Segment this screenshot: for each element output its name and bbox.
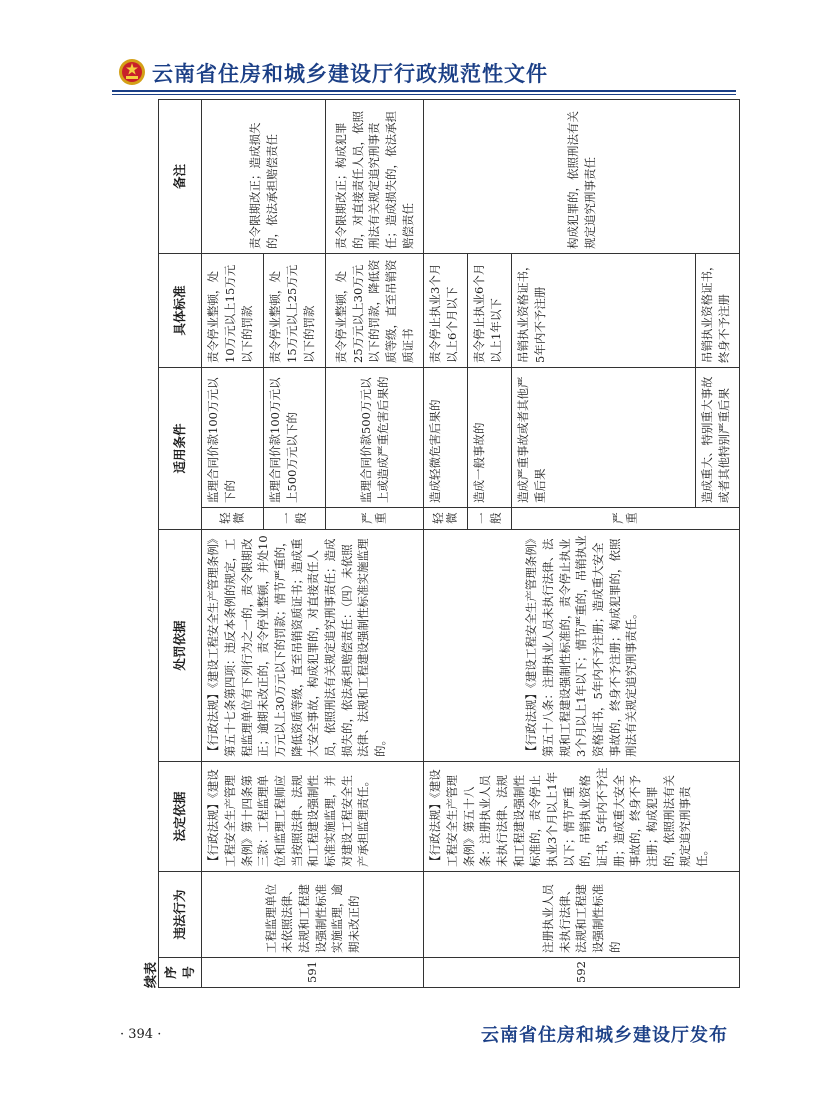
level-cell: 严重 <box>326 508 424 530</box>
row-number: 592 <box>424 958 740 988</box>
standard-cell: 责令停止执业3个月以上6个月以下 <box>424 253 468 367</box>
violation-cell: 工程监理单位未依照法律、法规和工程建设强制性标准实施监理，逾期未改正的 <box>202 872 424 958</box>
penalty-standards-table <box>158 99 740 988</box>
condition-cell: 造成严重事故或者其他严重后果 <box>512 367 696 507</box>
header-divider-thin <box>112 94 736 95</box>
header-divider <box>112 90 736 92</box>
table-row <box>424 99 468 987</box>
col-header-condition: 适用条件 <box>159 367 202 529</box>
level-cell: 一般 <box>264 508 326 530</box>
level-cell: 轻微 <box>202 508 264 530</box>
col-header-legal-basis: 法定依据 <box>159 762 202 872</box>
condition-cell: 造成一般事故的 <box>468 367 512 507</box>
penalty-basis-cell: 【行政法规】《建设工程安全生产管理条例》第五十八条：注册执业人员未执行法律、法规和工程建设强制性标准的，责令停止执业3个月以上1年以下；情节严重的，吊销执业资格证书，5年内不予注册；造成重大安全事故的，终身不予注册；构成犯罪的，依照刑法有关规定追究刑事责任。 <box>424 530 740 762</box>
row-number: 591 <box>202 958 424 988</box>
level-cell: 一般 <box>468 508 512 530</box>
remark-cell: 责令限期改正；造成损失的，依法承担赔偿责任 <box>202 99 326 253</box>
standard-cell: 责令停业整顿，处10万元以上15万元以下的罚款 <box>202 253 264 367</box>
standard-cell: 责令停止执业6个月以上1年以下 <box>468 253 512 367</box>
col-header-remark: 备注 <box>159 99 202 253</box>
publisher-footer: 云南省住房和城乡建设厅发布 <box>481 1025 728 1046</box>
remark-cell: 构成犯罪的，依照刑法有关规定追究刑事责任 <box>424 99 740 253</box>
col-header-violation: 违法行为 <box>159 872 202 958</box>
legal-basis-cell: 【行政法规】《建设工程安全生产管理条例》第十四条第三款：工程监理单位和监理工程师应当按照法律、法规和工程建设强制性标准实施监理，并对建设工程安全生产承担监理责任。 <box>202 762 424 872</box>
condition-cell: 造成轻微危害后果的 <box>424 367 468 507</box>
condition-cell: 监理合同价款100万元以下的 <box>202 367 264 507</box>
col-header-penalty-basis: 处罚依据 <box>159 530 202 762</box>
condition-cell: 监理合同价款500万元以上或造成严重危害后果的 <box>326 367 424 507</box>
document-header-title: 云南省住房和城乡建设厅行政规范性文件 <box>152 62 548 86</box>
condition-cell: 造成重大、特别重大事故或者其他特别严重后果 <box>696 367 740 507</box>
condition-cell: 监理合同价款100万元以上500万元以下的 <box>264 367 326 507</box>
rotated-table-region <box>140 100 740 988</box>
violation-cell: 注册执业人员未执行法律、法规和工程建设强制性标准的 <box>424 872 740 958</box>
standard-cell: 责令停业整顿，处25万元以上30万元以下的罚款，降低资质等级，直至吊销资质证书 <box>326 253 424 367</box>
col-header-standard: 具体标准 <box>159 253 202 367</box>
level-cell: 严重 <box>512 508 740 530</box>
standard-cell: 吊销执业资格证书，终身不予注册 <box>696 253 740 367</box>
table-row <box>202 99 264 987</box>
page-number: · 394 · <box>120 1027 162 1042</box>
legal-basis-cell: 【行政法规】《建设工程安全生产管理条例》第五十八条：注册执业人员未执行法律、法规和工程建设强制性标准的，责令停止执业3个月以上1年以下；情节严重的，吊销执业资格证书，5年内不予注册；造成重大安全事故的，终身不予注册；构成犯罪的，依照刑法有关规定追究刑事责任。 <box>424 762 740 872</box>
standard-cell: 责令停业整顿，处15万元以上25万元以下的罚款 <box>264 253 326 367</box>
penalty-basis-cell: 【行政法规】《建设工程安全生产管理条例》第五十七条第四项：违反本条例的规定，工程监理单位有下列行为之一的，责令限期改正；逾期未改正的，责令停业整顿，并处10万元以上30万元以下的罚款；情节严重的，降低资质等级，直至吊销资质证书；造成重大安全事故，构成犯罪的，对直接责任人员，依照刑法有关规定追究刑事责任；造成损失的，依法承担赔偿责任：（四）未依照法律、法规和工程建设强制性标准实施监理的。 <box>202 530 424 762</box>
continued-label: 续表 <box>144 961 159 988</box>
table-header-row <box>159 99 202 987</box>
remark-cell: 责令限期改正；构成犯罪的，对直接责任人员，依照刑法有关规定追究刑事责任；造成损失的，依法承担赔偿责任 <box>326 99 424 253</box>
level-cell: 轻微 <box>424 508 468 530</box>
standard-cell: 吊销执业资格证书，5年内不予注册 <box>512 253 696 367</box>
national-emblem-icon <box>118 58 146 86</box>
col-header-no: 序号 <box>159 958 202 988</box>
